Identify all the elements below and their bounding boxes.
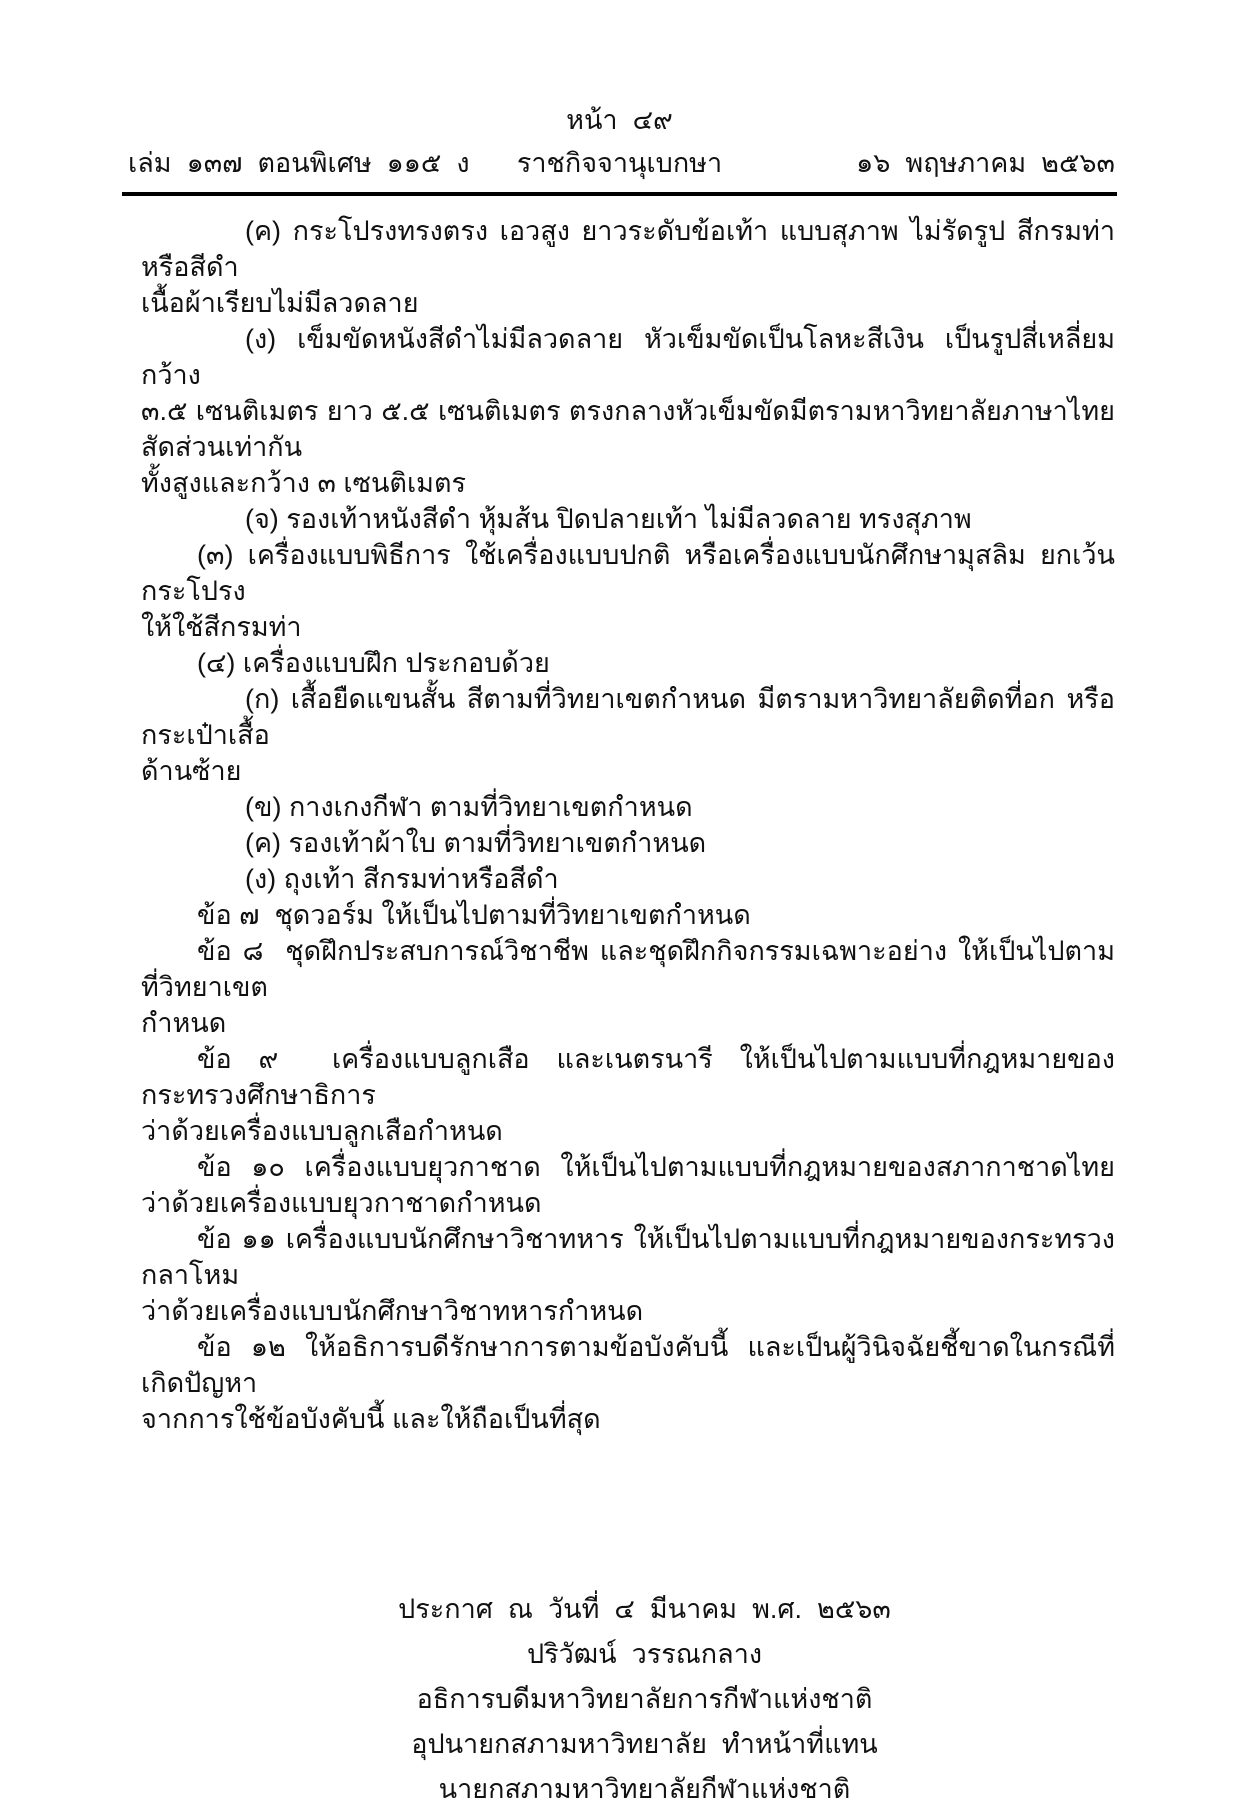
signature-line: อธิการบดีมหาวิทยาลัยการกีฬาแห่งชาติ (416, 1684, 873, 1714)
publication-date: ๑๖ พฤษภาคม ๒๕๖๓ (856, 148, 1115, 178)
body-line: (๓) เครื่องแบบพิธีการ ใช้เครื่องแบบปกติ หรือเครื่องแบบนักศึกษามุสลิม ยกเว้นกระโปรง (141, 540, 1115, 606)
body-line: (ข) กางเกงกีฬา ตามที่วิทยาเขตกำหนด (245, 792, 693, 822)
body-line: ข้อ ๑๒ ให้อธิการบดีรักษาการตามข้อบังคับนี้ และเป็นผู้วินิจฉัยชี้ขาดในกรณีที่เกิดปัญหา (141, 1332, 1115, 1398)
header-divider-rule (122, 192, 1117, 196)
signature-block (147, 1587, 1142, 1812)
body-line: ข้อ ๑๐ เครื่องแบบยุวกาชาด ให้เป็นไปตามแบบที่กฎหมายของสภากาชาดไทย (197, 1152, 1115, 1182)
body-line: กำหนด (141, 1008, 227, 1038)
gazette-title: ราชกิจจานุเบกษา (516, 148, 723, 178)
signature-line: ประกาศ ณ วันที่ ๔ มีนาคม พ.ศ. ๒๕๖๓ (398, 1594, 891, 1624)
signature-line: อุปนายกสภามหาวิทยาลัย ทำหน้าที่แทน (411, 1729, 878, 1759)
body-line: (จ) รองเท้าหนังสีดำ หุ้มส้น ปิดปลายเท้า ไม่มีลวดลาย ทรงสุภาพ (245, 504, 972, 534)
volume-issue-label: เล่ม ๑๓๗ ตอนพิเศษ ๑๑๕ ง (128, 148, 470, 178)
signature-line: ปริวัฒน์ วรรณกลาง (526, 1639, 763, 1669)
body-line: ข้อ ๘ ชุดฝึกประสบการณ์วิชาชีพ และชุดฝึกกิจกรรมเฉพาะอย่าง ให้เป็นไปตามที่วิทยาเขต (141, 936, 1115, 1002)
body-line: (ค) กระโปรงทรงตรง เอวสูง ยาวระดับข้อเท้า แบบสุภาพ ไม่รัดรูป สีกรมท่าหรือสีดำ (141, 216, 1115, 282)
body-line: ว่าด้วยเครื่องแบบลูกเสือกำหนด (141, 1116, 503, 1146)
body-line: ทั้งสูงและกว้าง ๓ เซนติเมตร (141, 468, 467, 498)
body-line: ข้อ ๑๑ เครื่องแบบนักศึกษาวิชาทหาร ให้เป็นไปตามแบบที่กฎหมายของกระทรวงกลาโหม (141, 1224, 1115, 1290)
document-body (122, 213, 1123, 1437)
body-line: ด้านซ้าย (141, 756, 242, 786)
gazette-header-row (122, 140, 1117, 186)
body-line: (ค) รองเท้าผ้าใบ ตามที่วิทยาเขตกำหนด (245, 828, 707, 858)
body-line: (ง) เข็มขัดหนังสีดำไม่มีลวดลาย หัวเข็มขัดเป็นโลหะสีเงิน เป็นรูปสี่เหลี่ยมกว้าง (141, 324, 1115, 390)
body-line: ว่าด้วยเครื่องแบบนักศึกษาวิชาทหารกำหนด (141, 1296, 644, 1326)
body-line: ว่าด้วยเครื่องแบบยุวกาชาดกำหนด (141, 1188, 542, 1218)
body-line: (ก) เสื้อยืดแขนสั้น สีตามที่วิทยาเขตกำหนด มีตรามหาวิทยาลัยติดที่อก หรือกระเป๋าเสื้อ (141, 684, 1115, 750)
body-line: ๓.๕ เซนติเมตร ยาว ๕.๕ เซนติเมตร ตรงกลางหัวเข็มขัดมีตรามหาวิทยาลัยภาษาไทย สัดส่วนเท่ากัน (141, 396, 1123, 462)
body-line: (๔) เครื่องแบบฝึก ประกอบด้วย (197, 648, 550, 678)
body-line: จากการใช้ข้อบังคับนี้ และให้ถือเป็นที่สุด (141, 1404, 601, 1434)
signature-line: นายกสภามหาวิทยาลัยกีฬาแห่งชาติ (438, 1774, 851, 1804)
body-line: ข้อ ๗ ชุดวอร์ม ให้เป็นไปตามที่วิทยาเขตกำหนด (197, 900, 751, 930)
body-line: เนื้อผ้าเรียบไม่มีลวดลาย (141, 288, 419, 318)
body-line: ข้อ ๙ เครื่องแบบลูกเสือ และเนตรนารี ให้เป็นไปตามแบบที่กฎหมายของกระทรวงศึกษาธิการ (141, 1044, 1115, 1110)
body-line: ให้ใช้สีกรมท่า (141, 612, 302, 642)
page-number-label: หน้า ๔๙ (566, 105, 673, 135)
body-line: (ง) ถุงเท้า สีกรมท่าหรือสีดำ (245, 864, 559, 894)
